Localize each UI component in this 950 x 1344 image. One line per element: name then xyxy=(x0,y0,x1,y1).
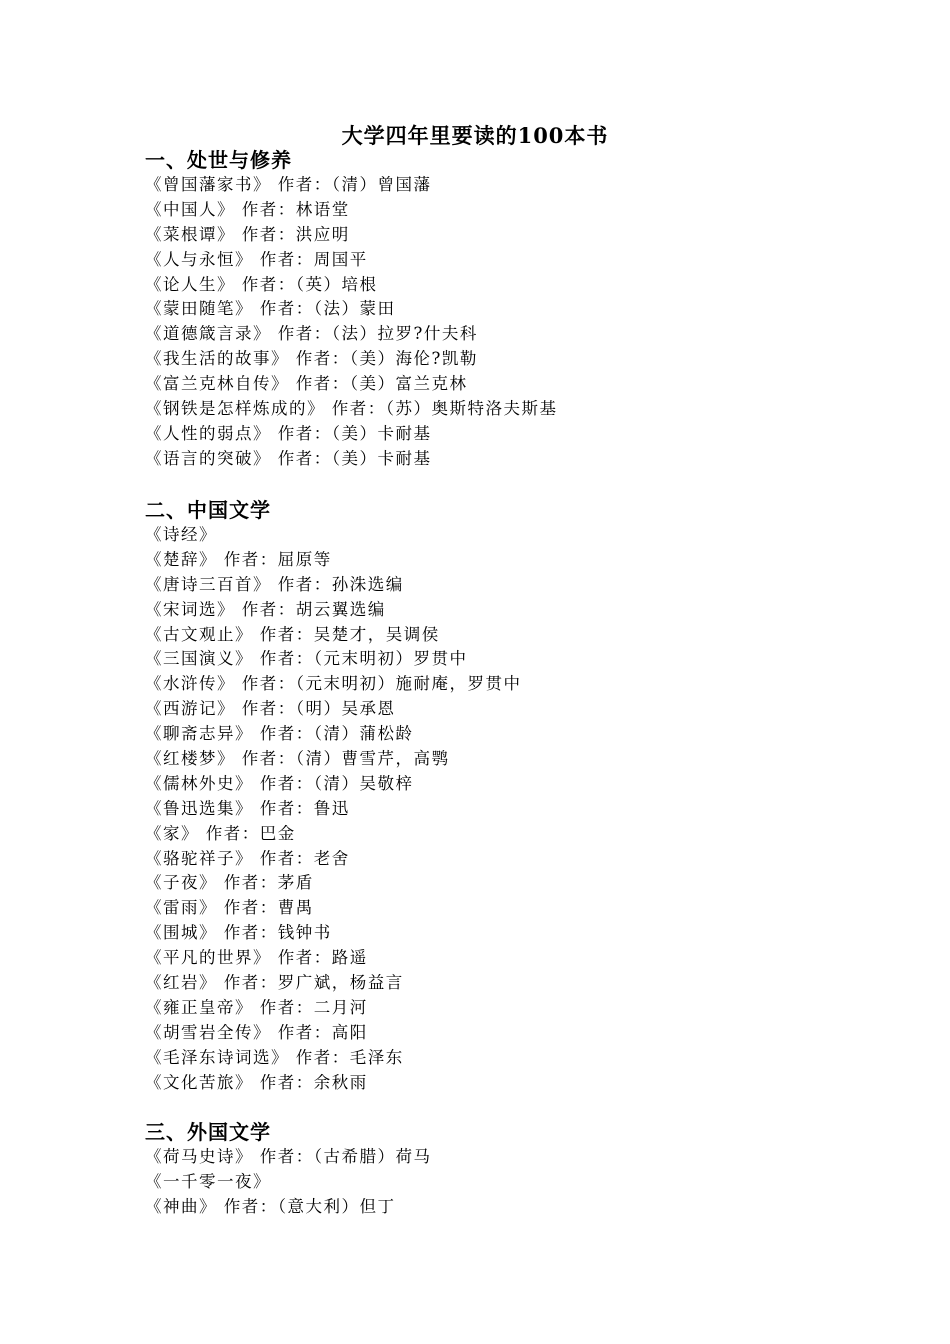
book-entry: 《三国演义》 作者：（元末明初）罗贯中 xyxy=(145,649,468,669)
document-title: 大学四年里要读的100本书 xyxy=(341,123,609,148)
book-entry: 《人性的弱点》 作者：（美）卡耐基 xyxy=(145,423,432,443)
book-entry: 《鲁迅选集》 作者：鲁迅 xyxy=(145,798,350,818)
book-entry: 《楚辞》 作者：屈原等 xyxy=(145,549,332,569)
book-entry: 《儒林外史》 作者：（清）吴敬梓 xyxy=(145,773,414,793)
section-heading: 三、外国文学 xyxy=(145,1120,271,1144)
book-entry: 《一千零一夜》 xyxy=(145,1171,271,1191)
book-entry: 《胡雪岩全传》 作者：高阳 xyxy=(145,1022,368,1042)
book-entry: 《荷马史诗》 作者：（古希腊）荷马 xyxy=(145,1147,432,1166)
book-entry: 《唐诗三百首》 作者：孙洙选编 xyxy=(145,574,404,594)
book-entry: 《人与永恒》 作者：周国平 xyxy=(145,249,368,269)
book-entry: 《围城》 作者：钱钟书 xyxy=(145,923,332,943)
book-entry: 《红楼梦》 作者：（清）曹雪芹，高鹗 xyxy=(145,749,450,769)
book-entry: 《文化苦旅》 作者：余秋雨 xyxy=(145,1072,368,1092)
book-entry: 《曾国藩家书》 作者：（清）曾国藩 xyxy=(145,175,432,194)
book-entry: 《富兰克林自传》 作者：（美）富兰克林 xyxy=(145,374,468,394)
section-foreign-literature xyxy=(145,1119,905,1220)
book-entry: 《古文观止》 作者：吴楚才，吴调侯 xyxy=(145,624,440,644)
section-heading: 一、处世与修养 xyxy=(145,148,292,172)
section-heading: 二、中国文学 xyxy=(145,498,271,522)
book-entry: 《我生活的故事》 作者：（美）海伦?凯勒 xyxy=(145,349,478,369)
book-entry: 《论人生》 作者：（英）培根 xyxy=(145,274,378,294)
book-entry: 《毛泽东诗词选》 作者：毛泽东 xyxy=(145,1047,404,1067)
book-entry: 《宋词选》 作者：胡云翼选编 xyxy=(145,599,386,619)
book-entry: 《骆驼祥子》 作者：老舍 xyxy=(145,848,350,868)
book-entry: 《平凡的世界》 作者：路遥 xyxy=(145,948,368,968)
section-conduct-and-cultivation xyxy=(145,147,905,472)
book-entry: 《西游记》 作者：（明）吴承恩 xyxy=(145,699,396,719)
book-entry: 《菜根谭》 作者：洪应明 xyxy=(145,224,350,244)
book-entry: 《钢铁是怎样炼成的》 作者：（苏）奥斯特洛夫斯基 xyxy=(145,399,558,419)
book-entry: 《红岩》 作者：罗广斌，杨益言 xyxy=(145,973,404,993)
book-entry: 《神曲》 作者：（意大利）但丁 xyxy=(145,1196,396,1216)
book-entry: 《诗经》 xyxy=(145,525,217,544)
book-entry: 《中国人》 作者：林语堂 xyxy=(145,199,350,219)
book-entry: 《语言的突破》 作者：（美）卡耐基 xyxy=(145,448,432,468)
book-entry: 《雍正皇帝》 作者：二月河 xyxy=(145,997,368,1017)
book-entry: 《家》 作者：巴金 xyxy=(145,823,296,843)
book-entry: 《道德箴言录》 作者：（法）拉罗?什夫科 xyxy=(145,324,478,344)
book-entry: 《聊斋志异》 作者：（清）蒲松龄 xyxy=(145,724,414,744)
book-entry: 《雷雨》 作者：曹禺 xyxy=(145,898,314,918)
section-chinese-literature xyxy=(145,497,905,1095)
book-entry: 《水浒传》 作者：（元末明初）施耐庵，罗贯中 xyxy=(145,674,522,694)
book-entry: 《蒙田随笔》 作者：（法）蒙田 xyxy=(145,299,396,319)
book-entry: 《子夜》 作者：茅盾 xyxy=(145,873,314,893)
